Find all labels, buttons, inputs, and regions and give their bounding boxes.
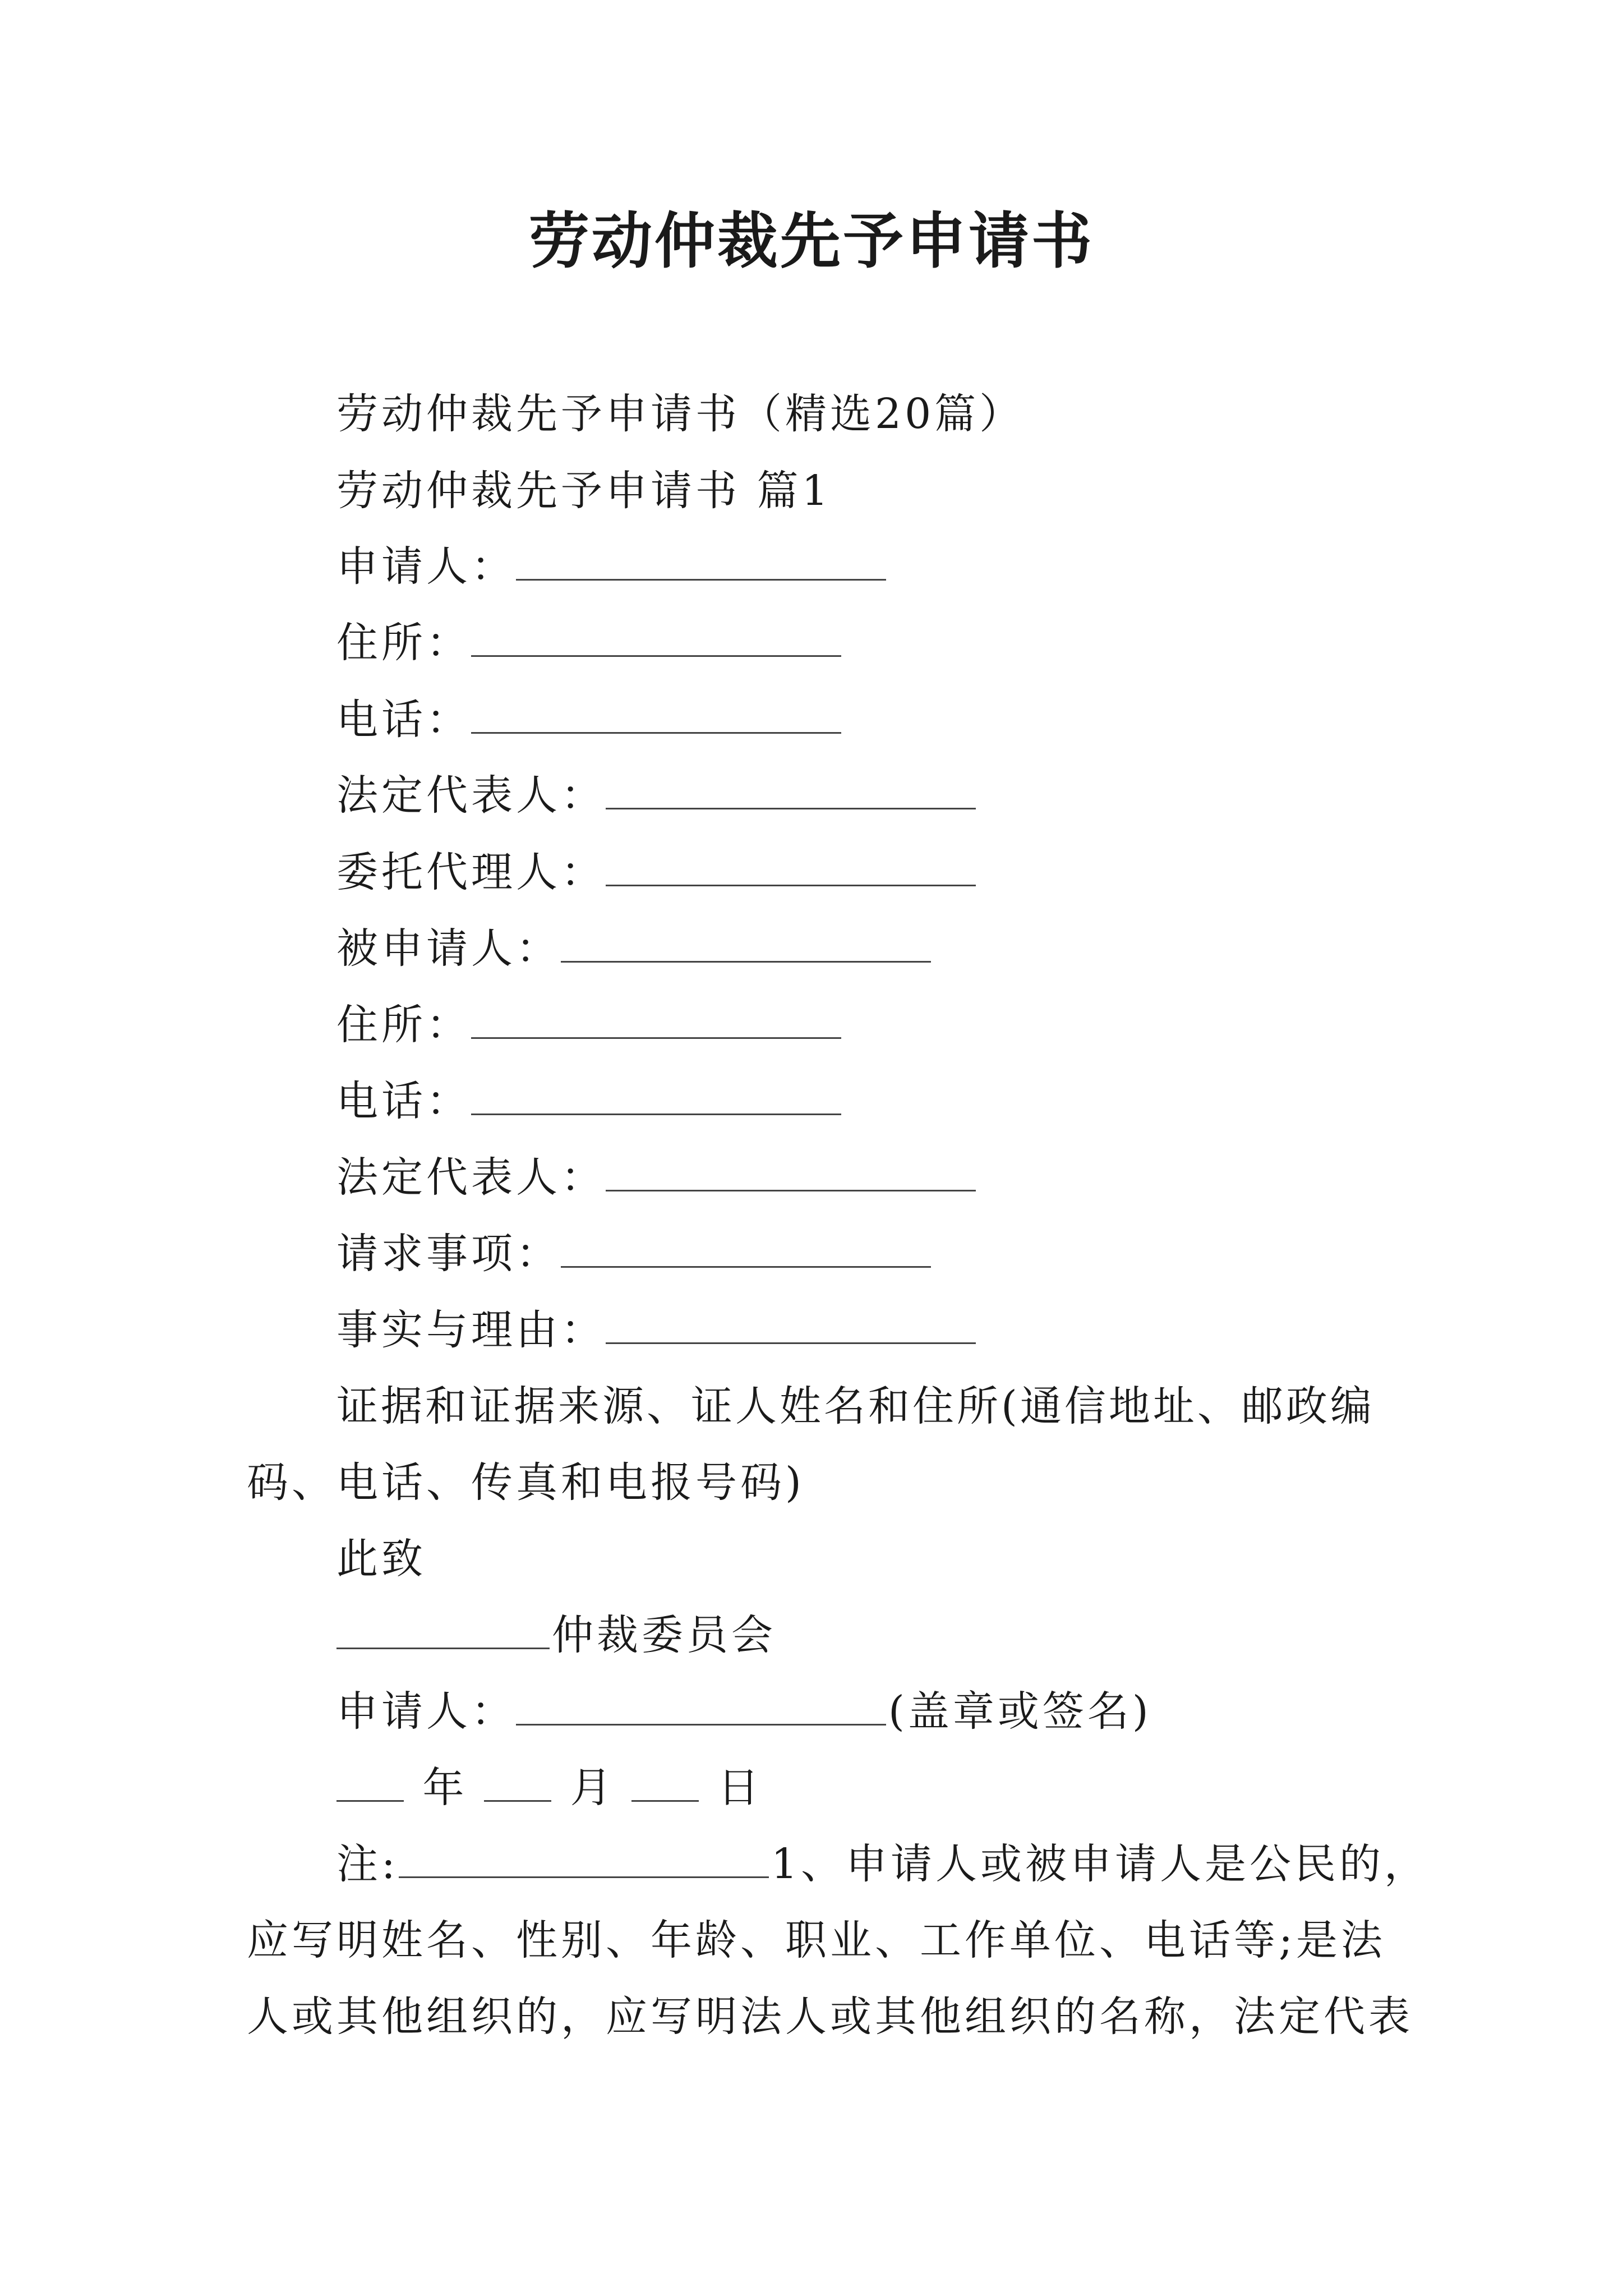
respondent-blank[interactable] [561, 921, 931, 963]
note-blank[interactable] [399, 1836, 769, 1878]
phone2-blank[interactable] [471, 1073, 841, 1115]
legal-rep2-blank[interactable] [606, 1149, 976, 1191]
address1-blank[interactable] [471, 615, 841, 657]
year-blank[interactable] [336, 1760, 404, 1802]
committee-label: 仲裁委员会 [552, 1611, 776, 1659]
address2-row [336, 997, 843, 1053]
address1-row [336, 615, 843, 671]
day-blank[interactable] [631, 1760, 699, 1802]
facts-blank[interactable] [606, 1302, 976, 1344]
phone1-row [336, 692, 843, 748]
applicant-blank[interactable] [516, 539, 886, 581]
agent-row [336, 844, 978, 900]
legal-rep1-row [336, 767, 978, 823]
phone1-blank[interactable] [471, 692, 841, 734]
address1-label: 住所： [336, 619, 471, 667]
month-label: 月 [570, 1764, 615, 1812]
phone1-label: 电话： [336, 696, 471, 744]
note-line-3: 人或其他组织的，应写明法人或其他组织的名称，法定代表 [247, 1993, 1413, 2041]
phone2-row [336, 1073, 843, 1129]
respondent-label: 被申请人： [336, 924, 561, 973]
legal-rep2-row [336, 1149, 978, 1205]
date-row [336, 1760, 763, 1816]
phone2-label: 电话： [336, 1077, 471, 1125]
committee-row [336, 1607, 776, 1663]
respondent-row [336, 921, 933, 977]
signer-row [336, 1683, 1152, 1740]
claims-label: 请求事项： [336, 1230, 561, 1278]
evidence-line-2: 码、电话、传真和电报号码) [247, 1458, 805, 1507]
facts-label: 事实与理由： [336, 1306, 606, 1354]
agent-label: 委托代理人： [336, 848, 606, 896]
claims-row [336, 1226, 933, 1282]
note-line-2: 应写明姓名、性别、年龄、职业、工作单位、电话等;是法 [247, 1916, 1386, 1964]
note-row [336, 1836, 1429, 1892]
facts-row [336, 1302, 978, 1358]
committee-blank[interactable] [336, 1607, 550, 1649]
year-label: 年 [422, 1764, 468, 1812]
signer-suffix: (盖章或签名) [888, 1687, 1152, 1736]
note-label: 注: [336, 1840, 399, 1888]
applicant-row [336, 539, 888, 595]
closing-to: 此致 [336, 1535, 426, 1583]
note-line-1: 1、申请人或被申请人是公民的， [771, 1840, 1430, 1888]
section-heading: 劳动仲裁先予申请书 篇1 [336, 467, 832, 515]
evidence-line-1: 证据和证据来源、证人姓名和住所(通信地址、邮政编 [336, 1382, 1375, 1430]
legal-rep2-label: 法定代表人： [336, 1153, 606, 1202]
address2-label: 住所： [336, 1001, 471, 1049]
document-title: 劳动仲裁先予申请书 [528, 206, 1094, 277]
signer-label: 申请人： [336, 1687, 516, 1736]
address2-blank[interactable] [471, 997, 841, 1039]
claims-blank[interactable] [561, 1226, 931, 1268]
subtitle: 劳动仲裁先予申请书（精选20篇） [336, 390, 1025, 438]
day-label: 日 [717, 1764, 763, 1812]
signer-blank[interactable] [516, 1683, 886, 1726]
month-blank[interactable] [484, 1760, 551, 1802]
agent-blank[interactable] [606, 844, 976, 886]
applicant-label: 申请人： [336, 542, 516, 591]
legal-rep1-label: 法定代表人： [336, 771, 606, 820]
legal-rep1-blank[interactable] [606, 767, 976, 809]
